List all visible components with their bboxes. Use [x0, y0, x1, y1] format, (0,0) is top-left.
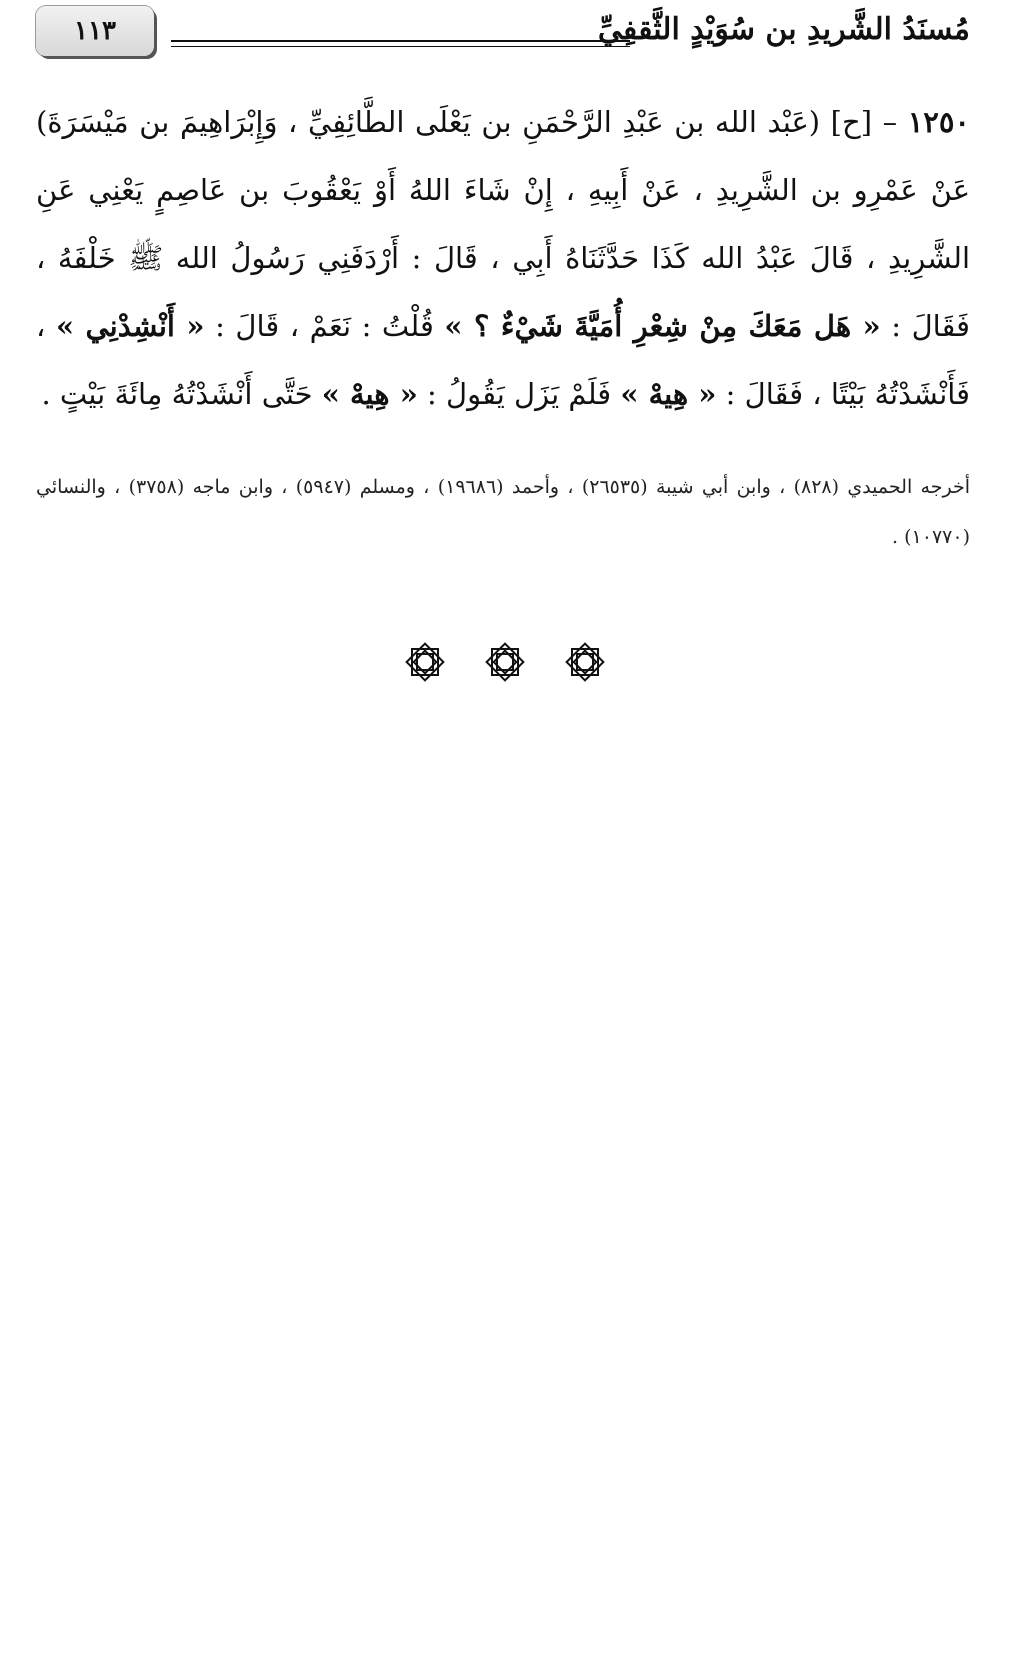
hadith-number: ١٢٥٠ — [907, 105, 970, 139]
hadith-body-3: ، فَأَنْشَدْتُهُ بَيْتًا ، فَقَالَ : — [36, 309, 970, 411]
hadith-quote-3: « هِيهْ » — [620, 377, 717, 411]
page-header — [36, 6, 970, 62]
hadith-quote-1: « هَل مَعَكَ مِنْ شِعْرِ أُمَيَّةَ شَيْءٌ ؟ » — [444, 309, 881, 343]
hadith-quote-2: « أَنْشِدْنِي » — [55, 309, 205, 343]
header-rule — [171, 40, 630, 42]
hadith-text — [36, 88, 970, 428]
hadith-body-2: قُلْتُ : نَعَمْ ، قَالَ : — [215, 309, 434, 343]
hadith-body: – [ح] (عَبْد الله بن عَبْدِ الرَّحْمَنِ بن يَعْلَى الطَّائِفِيِّ ، وَإِبْرَاهِيمَ بن مَيْسَرَةَ) عَنْ عَمْرِو بن الشَّرِيدِ ، عَنْ أَبِيهِ ، إِنْ شَاءَ اللهُ أَوْ يَعْقُوبَ بن عَاصِمٍ يَعْنِي عَنِ الشَّرِيدِ ، قَالَ عَبْدُ الله كَذَا حَدَّثَنَاهُ أَبِي ، قَالَ : أَرْدَفَنِي رَسُولُ الله ﷺ خَلْفَهُ ، فَقَالَ : — [36, 105, 971, 343]
page-title: مُسنَدُ الشَّريدِ بن سُوَيْدٍ الثَّقفِيِّ — [597, 12, 970, 47]
hadith-body-5: حَتَّى أَنْشَدْتُهُ مِائَةَ بَيْتٍ . — [41, 377, 313, 411]
section-divider-ornaments — [0, 640, 1010, 692]
eight-point-star-ornament-icon — [563, 640, 607, 684]
hadith-quote-4: « هِيهْ » — [321, 377, 418, 411]
takhrij-footnote: أخرجه الحميدي (٨٢٨) ، وابن أبي شيبة (٢٦٥٣٥) ، وأحمد (١٩٦٨٦) ، ومسلم (٥٩٤٧) ، وابن ماجه (٣٧٥٨) ، والنسائي (١٠٧٧٠) . — [36, 476, 970, 548]
hadith-body-4: فَلَمْ يَزَل يَقُولُ : — [427, 377, 612, 411]
eight-point-star-ornament-icon — [483, 640, 527, 684]
page-number: ١١٣ — [36, 6, 154, 56]
eight-point-star-ornament-icon — [403, 640, 447, 684]
header-rule-thin — [171, 46, 630, 47]
